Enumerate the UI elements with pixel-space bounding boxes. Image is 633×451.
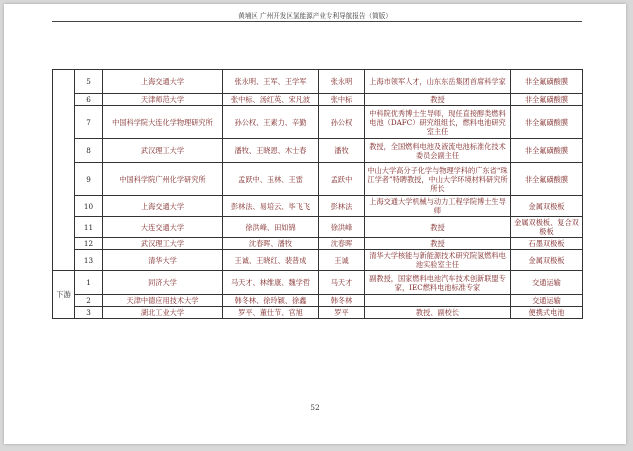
lead-researcher: 孙公权 bbox=[319, 106, 365, 139]
lead-researcher: 孟跃中 bbox=[319, 163, 365, 196]
table-row bbox=[53, 94, 583, 106]
research-direction: 非全氟磺酸膜 bbox=[511, 94, 583, 106]
lead-researcher: 罗平 bbox=[319, 307, 365, 319]
university-name: 上海交通大学 bbox=[103, 70, 223, 94]
row-number: 12 bbox=[75, 238, 103, 250]
university-name: 湖北工业大学 bbox=[103, 307, 223, 319]
researchers: 张中标、汤红英、宋凡波 bbox=[223, 94, 319, 106]
researchers: 徐洪峰、田如锦 bbox=[223, 217, 319, 238]
lead-researcher: 韩冬林 bbox=[319, 295, 365, 307]
lead-introduction: 教授 bbox=[365, 238, 511, 250]
research-direction: 石墨双极板 bbox=[511, 238, 583, 250]
university-name: 天津中德应用技术大学 bbox=[103, 295, 223, 307]
researchers: 韩冬林、徐玲颖、徐鑫 bbox=[223, 295, 319, 307]
row-number: 7 bbox=[75, 106, 103, 139]
researchers: 孟跃中、玉林、王雷 bbox=[223, 163, 319, 196]
table-row bbox=[53, 106, 583, 139]
table-row bbox=[53, 238, 583, 250]
row-number: 6 bbox=[75, 94, 103, 106]
lead-introduction: 中科院优秀博士生导师，现任直接醇类燃料电池（DAFC）研究组组长，燃料电池研究室主任 bbox=[365, 106, 511, 139]
university-name: 中国科学院大连化学物理研究所 bbox=[103, 106, 223, 139]
table-row bbox=[53, 70, 583, 94]
table-row bbox=[53, 139, 583, 163]
table-row bbox=[53, 217, 583, 238]
header-rule bbox=[52, 21, 582, 22]
lead-researcher: 潘牧 bbox=[319, 139, 365, 163]
lead-researcher: 徐洪峰 bbox=[319, 217, 365, 238]
research-direction: 便携式电池 bbox=[511, 307, 583, 319]
expert-table bbox=[52, 69, 583, 319]
research-direction: 交通运输 bbox=[511, 271, 583, 295]
researchers: 王诚、王晓红、裴普成 bbox=[223, 250, 319, 271]
running-header: 黄埔区 广州开发区氢能源产业专利导航报告（简版） bbox=[238, 12, 392, 20]
research-direction: 非全氟磺酸膜 bbox=[511, 70, 583, 94]
research-direction: 非全氟磺酸膜 bbox=[511, 106, 583, 139]
university-name: 清华大学 bbox=[103, 250, 223, 271]
university-name: 上海交通大学 bbox=[103, 196, 223, 217]
document-page bbox=[4, 4, 626, 444]
research-direction: 金属双极板 bbox=[511, 196, 583, 217]
researchers: 马天才、林维康、魏学哲 bbox=[223, 271, 319, 295]
research-direction: 非全氟磺酸膜 bbox=[511, 139, 583, 163]
researchers: 张永明、王军、王学军 bbox=[223, 70, 319, 94]
research-direction: 金属双极板、复合双极板 bbox=[511, 217, 583, 238]
table-row bbox=[53, 271, 583, 295]
table-row bbox=[53, 163, 583, 196]
university-name: 武汉理工大学 bbox=[103, 139, 223, 163]
row-number: 10 bbox=[75, 196, 103, 217]
lead-researcher: 马天才 bbox=[319, 271, 365, 295]
lead-researcher: 彭林法 bbox=[319, 196, 365, 217]
lead-introduction: 中山大学高分子化学与物理学科的广东省“珠江学者”特聘教授，中山大学环境材料研究所所长 bbox=[365, 163, 511, 196]
lead-introduction: 上海市领军人才，山东东岳集团首席科学家 bbox=[365, 70, 511, 94]
row-number: 8 bbox=[75, 139, 103, 163]
researchers: 潘牧、王晓恩、木士春 bbox=[223, 139, 319, 163]
row-number: 9 bbox=[75, 163, 103, 196]
lead-introduction: 上海交通大学机械与动力工程学院博士生导师 bbox=[365, 196, 511, 217]
row-number: 5 bbox=[75, 70, 103, 94]
lead-introduction: 副教授，国家燃料电池汽车技术创新联盟专家，IEC燃料电池标准专家 bbox=[365, 271, 511, 295]
researchers: 罗平、董仕节、官旭 bbox=[223, 307, 319, 319]
university-name: 同济大学 bbox=[103, 271, 223, 295]
lead-researcher: 张永明 bbox=[319, 70, 365, 94]
university-name: 武汉理工大学 bbox=[103, 238, 223, 250]
table-row bbox=[53, 307, 583, 319]
segment-label-downstream: 下游 bbox=[53, 271, 75, 319]
table-row bbox=[53, 196, 583, 217]
lead-introduction: 教授 bbox=[365, 217, 511, 238]
lead-researcher: 王诚 bbox=[319, 250, 365, 271]
university-name: 中国科学院广州化学研究所 bbox=[103, 163, 223, 196]
lead-researcher: 张中标 bbox=[319, 94, 365, 106]
researchers: 沈春晖、潘牧 bbox=[223, 238, 319, 250]
research-direction: 金属双极板 bbox=[511, 250, 583, 271]
row-number: 3 bbox=[75, 307, 103, 319]
research-direction: 非全氟磺酸膜 bbox=[511, 163, 583, 196]
segment-cell-upper bbox=[53, 70, 75, 271]
lead-introduction: 教授，全国燃料电池及液流电池标准化技术委员会副主任 bbox=[365, 139, 511, 163]
lead-introduction: 清华大学核能与新能源技术研究院氢燃料电池实验室主任 bbox=[365, 250, 511, 271]
researchers: 孙公权、王素力、辛勤 bbox=[223, 106, 319, 139]
lead-introduction: 教授、副校长 bbox=[365, 307, 511, 319]
row-number: 1 bbox=[75, 271, 103, 295]
row-number: 11 bbox=[75, 217, 103, 238]
page-number: 52 bbox=[310, 403, 320, 412]
university-name: 大连交通大学 bbox=[103, 217, 223, 238]
lead-introduction bbox=[365, 295, 511, 307]
university-name: 天津师范大学 bbox=[103, 94, 223, 106]
researchers: 彭林法、易培云、毕飞飞 bbox=[223, 196, 319, 217]
table-row bbox=[53, 250, 583, 271]
row-number: 13 bbox=[75, 250, 103, 271]
research-direction: 交通运输 bbox=[511, 295, 583, 307]
table-row bbox=[53, 295, 583, 307]
row-number: 2 bbox=[75, 295, 103, 307]
lead-researcher: 沈春晖 bbox=[319, 238, 365, 250]
lead-introduction: 教授 bbox=[365, 94, 511, 106]
